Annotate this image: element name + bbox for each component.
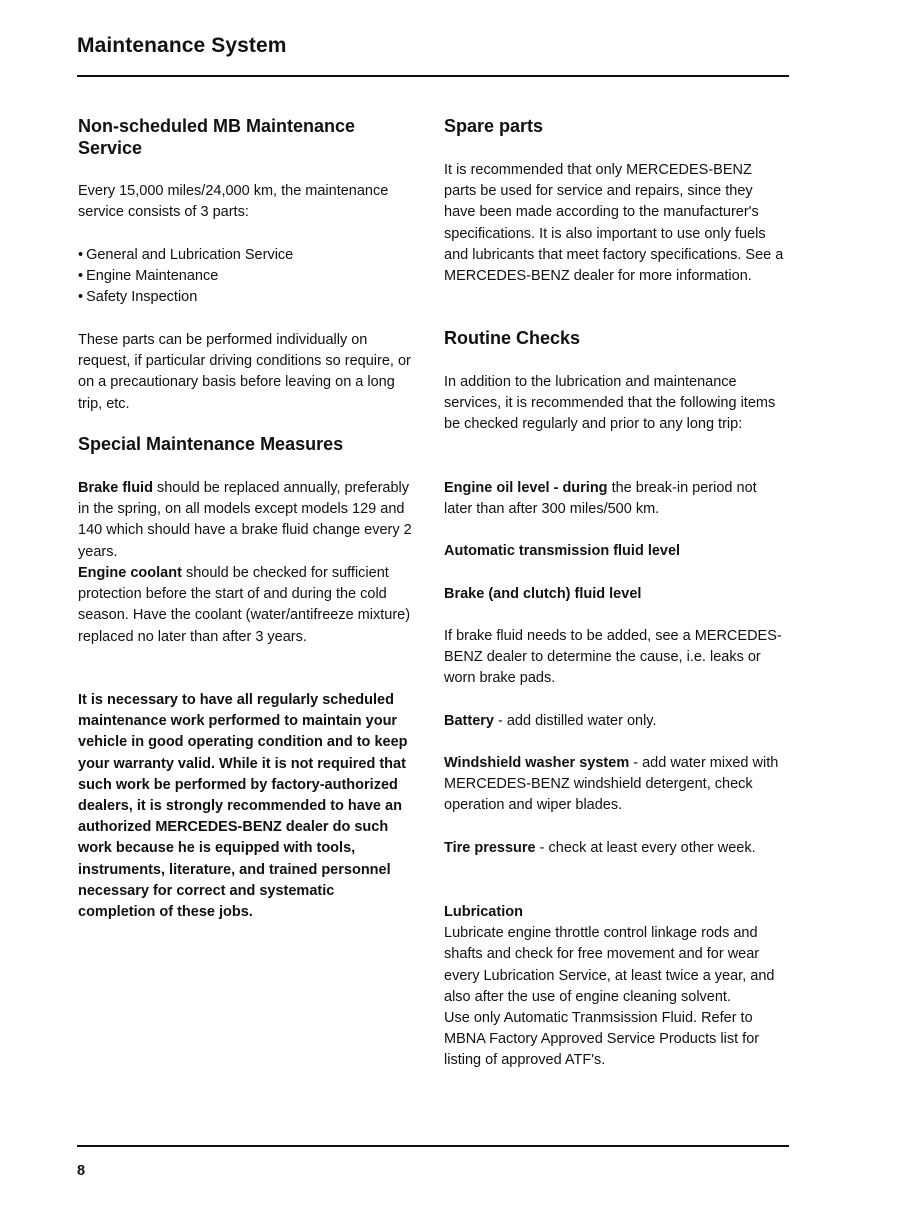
lubrication-label: Lubrication bbox=[444, 904, 523, 920]
battery-label: Battery bbox=[444, 713, 494, 729]
routine-checks-intro: In addition to the lubrication and maintenance services, it is recommended that the following items be checked regularly and prior to any long trip: bbox=[444, 374, 776, 433]
routine-checks-title: Routine Checks bbox=[444, 328, 581, 348]
header-divider bbox=[77, 75, 789, 77]
nonscheduled-title: Non-scheduled MB Maintenance Service bbox=[78, 116, 356, 158]
brake-fluid-note: If brake fluid needs to be added, see a MERCEDES-BENZ dealer to determine the cause, i.e. leaks or worn brake pads. bbox=[444, 628, 782, 687]
washer-paragraph bbox=[444, 753, 784, 817]
brake-clutch-fluid-label: Brake (and clutch) fluid level bbox=[444, 586, 642, 602]
list-item: • General and Lubrication Service bbox=[78, 245, 293, 266]
engine-oil-paragraph bbox=[444, 478, 784, 520]
nonscheduled-note: These parts can be performed individually on request, if particular driving conditions so require, or on a precautionary basis before leaving on a long trip, etc. bbox=[78, 332, 411, 412]
engine-coolant-text: should be checked for sufficient protection before the start of and during the cold season. Have the coolant (water/antifreeze mixture) replaced no later than after 3 years. bbox=[78, 565, 411, 645]
spare-parts-title: Spare parts bbox=[444, 116, 544, 136]
tire-pressure-text: - check at least every other week. bbox=[535, 840, 756, 856]
engine-oil-text: the break-in period not later than after 300 miles/500 km. bbox=[444, 480, 757, 518]
list-item: • Safety Inspection bbox=[78, 287, 293, 308]
engine-oil-label: Engine oil level - during bbox=[444, 480, 608, 496]
engine-coolant-paragraph bbox=[78, 563, 413, 648]
list-item: • Engine Maintenance bbox=[78, 266, 293, 287]
battery-paragraph bbox=[444, 711, 657, 732]
washer-text: - add water mixed with MERCEDES-BENZ windshield detergent, check operation and wiper blades. bbox=[444, 755, 779, 814]
brake-fluid-paragraph bbox=[78, 478, 413, 563]
transmission-fluid-label: Automatic transmission fluid level bbox=[444, 543, 681, 559]
tire-pressure-paragraph bbox=[444, 838, 756, 859]
lubrication-paragraph bbox=[444, 902, 784, 1072]
special-measures-title: Special Maintenance Measures bbox=[78, 434, 344, 454]
service-parts-list bbox=[78, 245, 293, 309]
brake-fluid-label: Brake fluid bbox=[78, 480, 153, 496]
tire-pressure-label: Tire pressure bbox=[444, 840, 536, 856]
spare-parts-text: It is recommended that only MERCEDES-BENZ parts be used for service and repairs, since they have been made according to the manufacturer's specifications. It is also important to use only fuels and lubricants that meet factory specifications. See a MERCEDES-BENZ dealer for more information. bbox=[444, 162, 784, 285]
engine-coolant-label: Engine coolant bbox=[78, 565, 182, 581]
warranty-warning: It is necessary to have all regularly scheduled maintenance work performed to maintain your vehicle in good operating condition and to keep your warranty valid. While it is not required that such work be performed by factory-authorized dealers, it is strongly recommended to have an authorized MERCEDES-BENZ dealer do such work because he is equipped with tools, instruments, literature, and trained personnel necessary for correct and systematic completion of these jobs. bbox=[78, 692, 408, 921]
battery-text: - add distilled water only. bbox=[493, 713, 657, 729]
brake-fluid-text: should be replaced annually, preferably in the spring, on all models except models 129 and 140 which should have a brake fluid change every 2 years. bbox=[78, 480, 412, 560]
washer-label: Windshield washer system bbox=[444, 755, 630, 771]
footer-divider bbox=[77, 1145, 789, 1147]
page-title: Maintenance System bbox=[77, 34, 287, 57]
page-number: 8 bbox=[77, 1163, 86, 1179]
atf-text: Use only Automatic Tranmsission Fluid. Refer to MBNA Factory Approved Service Products list for listing of approved ATF's. bbox=[444, 1010, 760, 1069]
lubrication-text: Lubricate engine throttle control linkage rods and shafts and check for free movement and for wear every Lubrication Service, at least twice a year, and also after the use of engine cleaning solvent. bbox=[444, 925, 775, 1005]
nonscheduled-intro: Every 15,000 miles/24,000 km, the maintenance service consists of 3 parts: bbox=[78, 183, 389, 221]
